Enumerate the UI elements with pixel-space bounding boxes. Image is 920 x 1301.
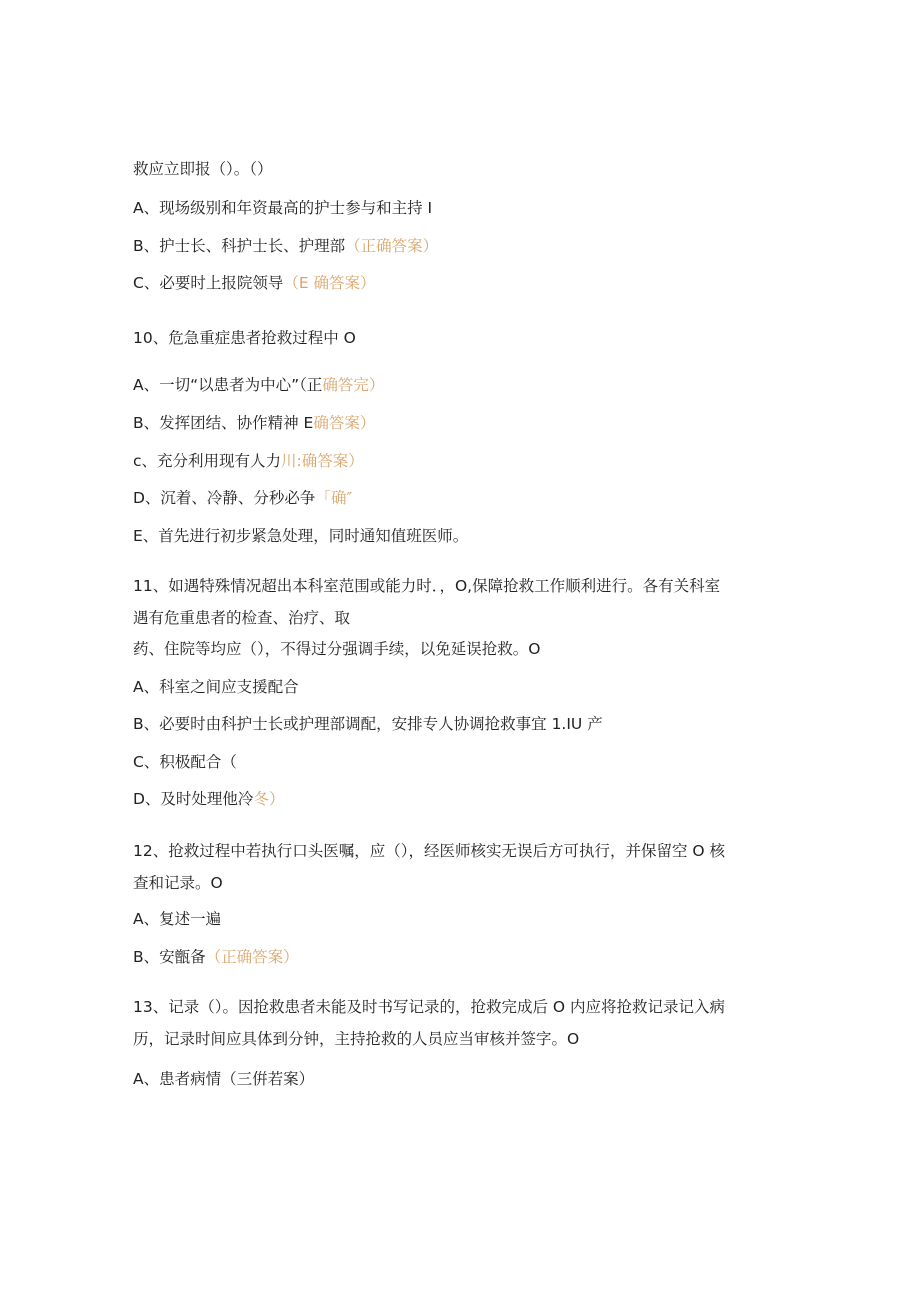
option-line: A、复述一遍 [133, 910, 222, 928]
question-11-stem: 药、住院等均应（），不得过分强调手续，以免延误抢救。O [133, 640, 541, 658]
option-line: B、护士长、科护士长、护理部（正确答案） [133, 237, 439, 255]
answer-mark: （正确答案） [205, 948, 299, 966]
option-line: B、发挥团结、协作精神 E确答案） [133, 414, 376, 432]
answer-mark: 冬） [253, 790, 285, 808]
answer-mark: 确答完） [322, 376, 385, 394]
question-12-stem: 12、抢救过程中若执行口头医嘱，应（），经医师核实无误后方可执行，并保留空 O 核 [133, 842, 726, 860]
option-line: E、首先进行初步紧急处理，同时通知值班医师。 [133, 527, 469, 545]
option-line: A、现场级别和年资最高的护士参与和主持 I [133, 199, 433, 217]
answer-mark: 「确″ [315, 489, 353, 507]
option-line: D、沉着、冷静、分秒必争「确″ [133, 489, 353, 507]
question-13-stem: 13、记录（）。因抢救患者未能及时书写记录的，抢救完成后 O 内应将抢救记录记入病 [133, 998, 726, 1016]
question-13-stem: 历，记录时间应具体到分钟，主持抢救的人员应当审核并签字。O [133, 1030, 580, 1048]
option-line: B、必要时由科护士长或护理部调配，安排专人协调抢救事宜 1.IU 产 [133, 715, 603, 733]
option-line: A、一切“以患者为中心”（正确答完） [133, 376, 385, 394]
option-line: C、积极配合（ [133, 753, 237, 771]
option-line: A、科室之间应支援配合 [133, 678, 299, 696]
option-line: C、必要时上报院领导（E 确答案） [133, 274, 376, 292]
answer-mark: 川:确答案） [281, 452, 364, 470]
option-line: B、安甑备（正确答案） [133, 948, 299, 966]
option-line: A、患者病情（三倂若案） [133, 1070, 315, 1088]
option-line: D、及时处理他冷冬） [133, 790, 285, 808]
answer-mark: （正确答案） [345, 237, 439, 255]
question-11-stem: 11、如遇特殊情况超出本科室范围或能力时．，O,保障抢救工作顺利进行。各有关科室 [133, 577, 721, 595]
option-line: c、充分利用现有人力川:确答案） [133, 452, 364, 470]
question-12-stem: 查和记录。O [133, 874, 223, 892]
answer-mark: 确答案） [313, 414, 376, 432]
answer-mark: （E 确答案） [283, 274, 376, 292]
question-9-stem-continued: 救应立即报（）。（） [133, 160, 273, 178]
question-10-stem: 10、危急重症患者抢救过程中 O [133, 329, 356, 347]
question-11-stem: 遇有危重患者的检查、治疗、取 [133, 609, 351, 627]
